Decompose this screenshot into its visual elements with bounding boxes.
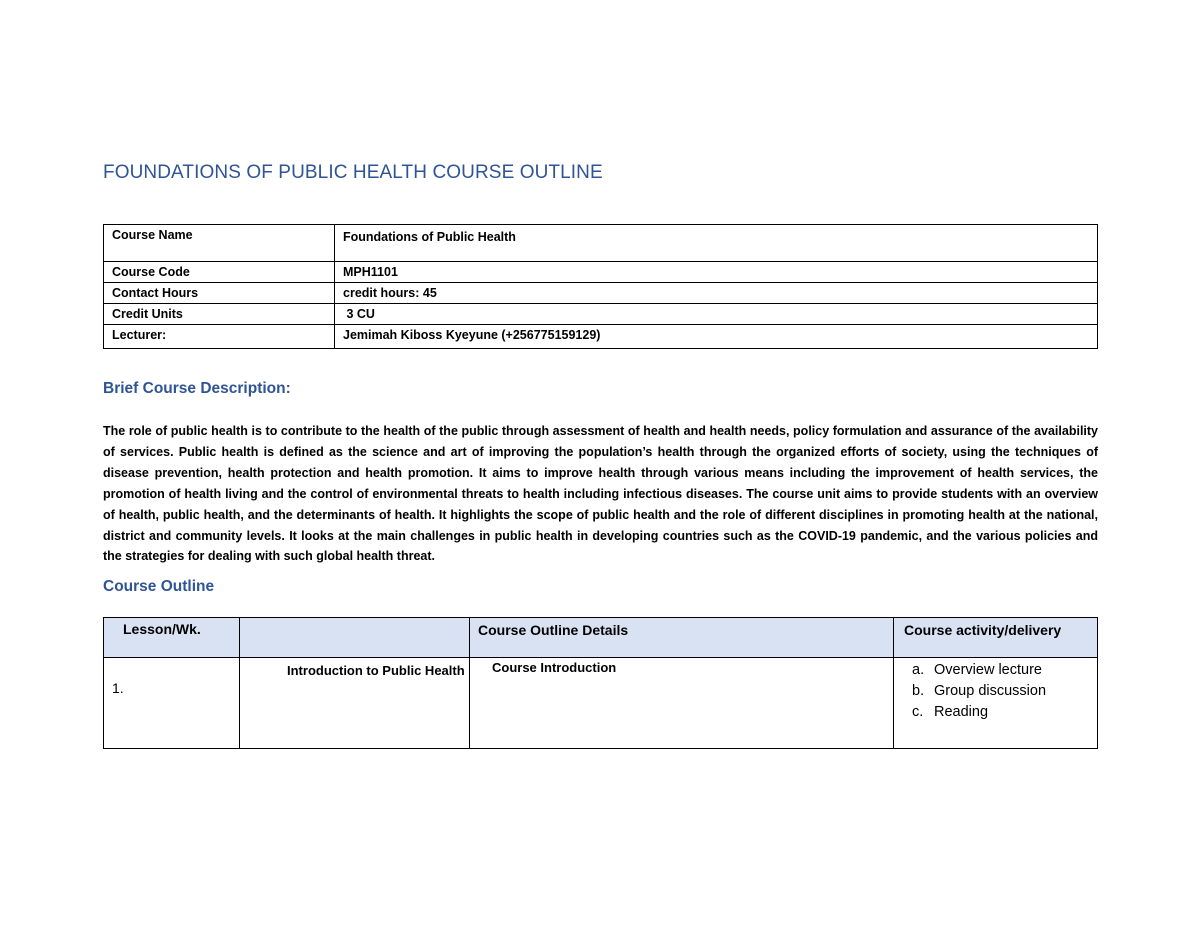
lesson-topic: Introduction to Public Health bbox=[240, 658, 470, 749]
list-marker: c. bbox=[912, 704, 924, 720]
outline-header-row bbox=[104, 618, 1098, 658]
list-item bbox=[912, 681, 1097, 702]
credit-units-value: 3 CU bbox=[335, 304, 1098, 325]
lesson-number: 1. bbox=[104, 658, 240, 749]
course-name-row bbox=[104, 225, 1098, 262]
contact-hours-value: credit hours: 45 bbox=[335, 283, 1098, 304]
activity-text: Overview lecture bbox=[934, 662, 1042, 678]
header-details: Course Outline Details bbox=[470, 618, 894, 658]
document-title: FOUNDATIONS OF PUBLIC HEALTH COURSE OUTLINE bbox=[103, 162, 603, 183]
lecturer-label: Lecturer: bbox=[104, 325, 335, 349]
course-code-value: MPH1101 bbox=[335, 262, 1098, 283]
lecturer-value: Jemimah Kiboss Kyeyune (+256775159129) bbox=[335, 325, 1098, 349]
credit-units-label: Credit Units bbox=[104, 304, 335, 325]
course-name-value: Foundations of Public Health bbox=[335, 225, 1098, 262]
contact-hours-label: Contact Hours bbox=[104, 283, 335, 304]
course-outline-table bbox=[103, 617, 1098, 749]
credit-units-row bbox=[104, 304, 1098, 325]
header-lesson: Lesson/Wk. bbox=[104, 618, 240, 658]
table-row bbox=[104, 658, 1098, 749]
course-description: The role of public health is to contribute to the health of the public through assessment of health and health needs, policy formulation and assurance of the availability of services. Public health is defined as the science and art of improving the population’s health through the organized efforts of society, using the techniques of disease prevention, health protection and health promotion. It aims to improve health through various means including the improvement of health services, the promotion of health living and the control of environmental threats to health including infectious diseases. The course unit aims to provide students with an overview of health, public health, and the determinants of health. It highlights the scope of public health and the role of different disciplines in promoting health at the national, district and community levels. It looks at the main challenges in public health in developing countries such as the COVID-19 pandemic, and the various policies and the strategies for dealing with such global health threat. bbox=[103, 424, 1098, 564]
course-code-row bbox=[104, 262, 1098, 283]
lecturer-row bbox=[104, 325, 1098, 349]
list-marker: a. bbox=[912, 662, 925, 678]
contact-hours-row bbox=[104, 283, 1098, 304]
activity-text: Reading bbox=[934, 704, 989, 720]
course-name-label: Course Name bbox=[104, 225, 335, 262]
lesson-details: Course Introduction bbox=[470, 658, 894, 749]
header-activity: Course activity/delivery bbox=[894, 618, 1098, 658]
description-heading: Brief Course Description: bbox=[103, 380, 291, 397]
list-marker: b. bbox=[912, 683, 925, 699]
header-topic bbox=[240, 618, 470, 658]
course-info-table bbox=[103, 224, 1098, 349]
list-item bbox=[912, 660, 1097, 681]
list-item bbox=[912, 702, 1097, 723]
lesson-activities bbox=[894, 658, 1098, 749]
activity-text: Group discussion bbox=[934, 683, 1047, 699]
course-code-label: Course Code bbox=[104, 262, 335, 283]
outline-heading: Course Outline bbox=[103, 578, 215, 595]
